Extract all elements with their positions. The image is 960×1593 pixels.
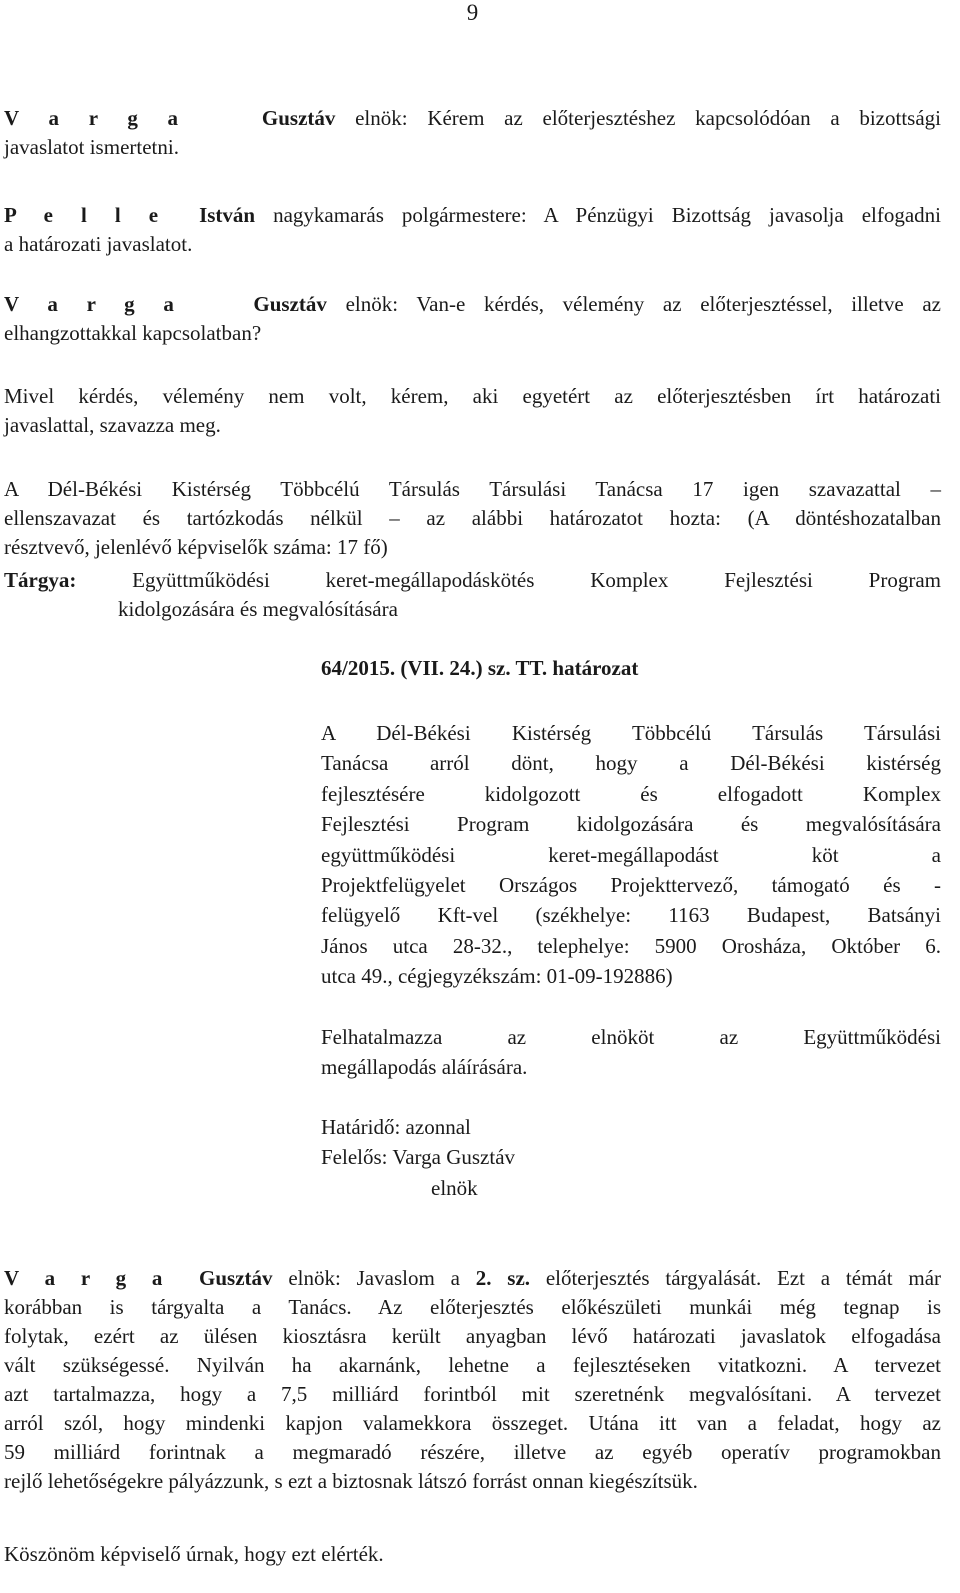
paragraph-line: elhangzottakkal kapcsolatban? [4, 321, 262, 345]
paragraph-line: Mivel kérdés, vélemény nem volt, kérem, aki egyetért az előterjesztésben írt határozati [4, 384, 941, 408]
paragraph-vote-call [4, 382, 941, 440]
paragraph-line: ellenszavazat és tartózkodás nélkül – az alábbi határozatot hozta: (A döntéshozatalban [4, 506, 941, 530]
speaker-surname: V a r g a [4, 106, 184, 130]
speaker-surname: V a r g a [4, 1266, 168, 1290]
responsible-title: elnök [431, 1175, 478, 1200]
paragraph-line [4, 290, 941, 319]
agenda-item-number: 2. sz. [475, 1266, 531, 1290]
paragraph-text: nagykamarás polgármestere: A Pénzügyi Bizottság javasolja elfogadni [255, 203, 942, 227]
resolution-line: Fejlesztési Program kidolgozására és megvalósítására [321, 812, 941, 837]
speaker-given-name: Gusztáv [261, 106, 336, 130]
resolution-line: Tanácsa arról dönt, hogy a Dél-Békési kistérség [321, 751, 941, 776]
paragraph-pelle [4, 201, 941, 259]
resolution-authorization [321, 1022, 941, 1083]
subject-block [4, 566, 941, 624]
paragraph-line: arról szól, hogy mindenki kapjon valamekkora összeget. Utána itt van a feladat, hogy az [4, 1411, 941, 1435]
paragraph-line: korábban is tárgyalta a Tanács. Az előterjesztés előkészületi munkái még tegnap is [4, 1295, 941, 1319]
paragraph-line: Köszönöm képviselő úrnak, hogy ezt elérték. [4, 1542, 384, 1566]
paragraph-line [4, 201, 941, 230]
speaker-given-name: Gusztáv [199, 1266, 273, 1290]
resolution-body [321, 718, 941, 992]
speaker-given-name: Gusztáv [253, 292, 327, 316]
paragraph-line: folytak, ezért az ülésen kiosztásra került anyagban lévő határozati javaslatok elfogadása [4, 1324, 941, 1348]
paragraph-line: vált szükségessé. Nyilván ha akarnánk, lehetne a fejlesztéseken vitatkozni. A tervezet [4, 1353, 941, 1377]
paragraph-varga-1 [4, 104, 941, 162]
paragraph-varga-3 [4, 1264, 941, 1496]
paragraph-thanks [4, 1540, 941, 1569]
paragraph-line: A Dél-Békési Kistérség Többcélú Társulás Társulási Tanácsa 17 igen szavazattal – [4, 477, 941, 501]
paragraph-line: rejlő lehetőségekre pályázzunk, s ezt a biztosnak látszó forrást onnan kiegészítsük. [4, 1469, 698, 1493]
resolution-deadline-block [321, 1112, 941, 1203]
paragraph-varga-2 [4, 290, 941, 348]
paragraph-line: 59 milliárd forintnak a megmaradó részére, illetve az egyéb operatív programokban [4, 1440, 941, 1464]
paragraph-text: elnök: Javaslom a [272, 1266, 476, 1290]
paragraph-vote-result [4, 475, 941, 562]
paragraph-line: a határozati javaslatot. [4, 232, 193, 256]
paragraph-text: elnök: Van-e kérdés, vélemény az előterjesztéssel, illetve az [326, 292, 941, 316]
authorization-line: megállapodás aláírására. [321, 1055, 528, 1080]
responsible: Felelős: Varga Gusztáv [321, 1145, 516, 1170]
resolution-line: felügyelő Kft-vel (székhelye: 1163 Budapest, Batsányi [321, 903, 941, 928]
subject-text: Együttműködési keret-megállapodáskötés Komplex Fejlesztési Program [76, 568, 941, 592]
resolution-line: János utca 28-32., telephelye: 5900 Orosháza, Október 6. [321, 933, 941, 958]
resolution-line: fejlesztésére kidolgozott és elfogadott Komplex [321, 781, 941, 806]
resolution-line: együttműködési keret-megállapodást köt a [321, 842, 941, 867]
subject-line-2: kidolgozására és megvalósítására [118, 597, 398, 621]
speaker-surname: V a r g a [4, 292, 179, 316]
resolution-line: A Dél-Békési Kistérség Többcélú Társulás Társulási [321, 721, 941, 745]
paragraph-line [4, 104, 941, 133]
paragraph-line [4, 1264, 941, 1293]
paragraph-line: résztvevő, jelenlévő képviselők száma: 17 fő) [4, 535, 388, 559]
paragraph-line: azt tartalmazza, hogy a 7,5 milliárd forintból mit szeretnénk megvalósítani. A tervezet [4, 1382, 941, 1406]
speaker-surname: P e l l e [4, 203, 164, 227]
paragraph-line: javaslatot ismertetni. [4, 135, 179, 159]
resolution-title: 64/2015. (VII. 24.) sz. TT. határozat [321, 656, 639, 680]
subject-label: Tárgya: [4, 568, 77, 592]
paragraph-text: elnök: Kérem az előterjesztéshez kapcsolódóan a bizottsági [335, 106, 941, 130]
paragraph-line: javaslattal, szavazza meg. [4, 413, 221, 437]
deadline: Határidő: azonnal [321, 1115, 471, 1139]
subject-line [4, 566, 941, 595]
speaker-given-name: István [199, 203, 256, 227]
page-number: 9 [466, 0, 479, 25]
resolution-line: utca 49., cégjegyzékszám: 01-09-192886) [321, 964, 673, 989]
resolution-line: Projektfelügyelet Országos Projekttervező, támogató és - [321, 873, 941, 898]
paragraph-text: előterjesztés tárgyalását. Ezt a témát már [530, 1266, 942, 1290]
authorization-line: Felhatalmazza az elnököt az Együttműködési [321, 1025, 941, 1049]
